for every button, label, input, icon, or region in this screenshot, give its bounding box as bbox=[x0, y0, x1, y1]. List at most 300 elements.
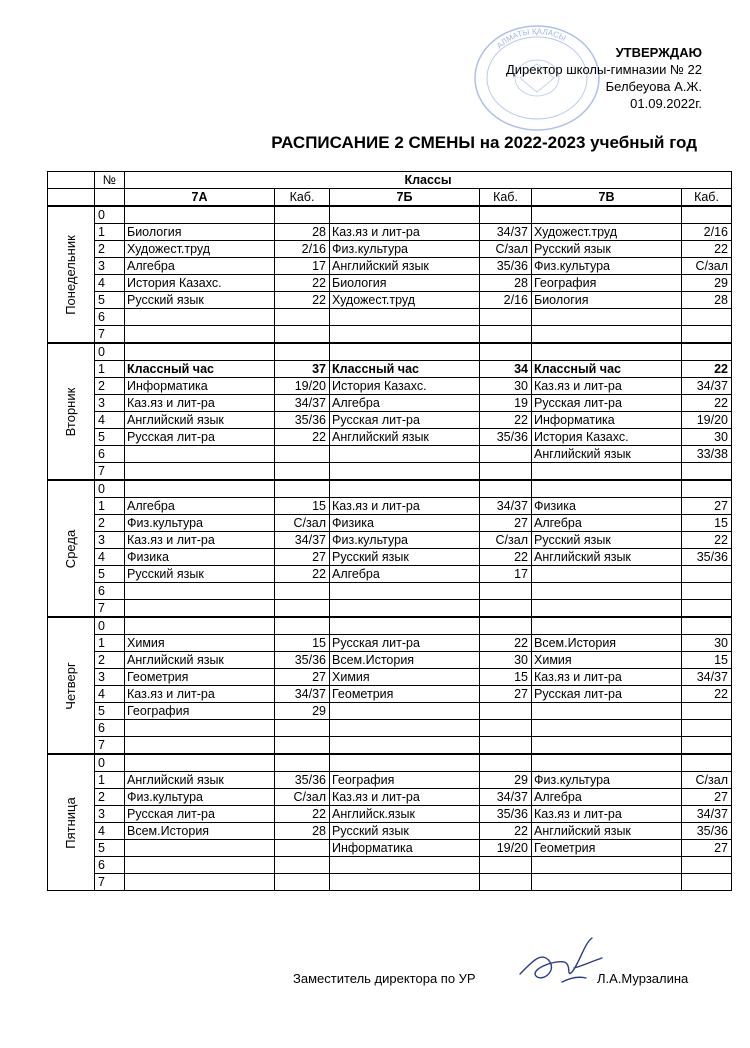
table-row bbox=[48, 823, 732, 840]
subject-7v: География bbox=[532, 275, 682, 292]
room-7a: С/зал bbox=[275, 515, 330, 532]
lesson-number: 0 bbox=[95, 343, 125, 361]
lesson-number: 5 bbox=[95, 292, 125, 309]
subject-7b: Всем.История bbox=[330, 652, 480, 669]
room-7a: 29 bbox=[275, 703, 330, 720]
footer-position: Заместитель директора по УР bbox=[293, 971, 476, 986]
lesson-number: 4 bbox=[95, 823, 125, 840]
table-row bbox=[48, 874, 732, 891]
subject-7v: Физика bbox=[532, 498, 682, 515]
room-7a: 35/36 bbox=[275, 412, 330, 429]
table-row bbox=[48, 258, 732, 275]
subject-7a: История Казахс. bbox=[125, 275, 275, 292]
room-7a: 19/20 bbox=[275, 378, 330, 395]
table-row bbox=[48, 806, 732, 823]
lesson-number: 0 bbox=[95, 754, 125, 772]
lesson-number: 7 bbox=[95, 737, 125, 755]
room-7v bbox=[682, 720, 732, 737]
subject-7b: Алгебра bbox=[330, 395, 480, 412]
lesson-number: 2 bbox=[95, 789, 125, 806]
lesson-number: 4 bbox=[95, 549, 125, 566]
room-7v: 27 bbox=[682, 789, 732, 806]
table-row bbox=[48, 326, 732, 344]
table-row bbox=[48, 549, 732, 566]
subject-7v bbox=[532, 720, 682, 737]
table-row bbox=[48, 635, 732, 652]
subject-7a bbox=[125, 206, 275, 224]
approval-name: Белбеуова А.Ж. bbox=[605, 79, 702, 94]
approval-heading: УТВЕРЖДАЮ bbox=[615, 45, 702, 60]
subject-7v: Всем.История bbox=[532, 635, 682, 652]
table-row bbox=[48, 206, 732, 224]
day-label: Четверг bbox=[63, 661, 78, 710]
room-7b bbox=[480, 309, 532, 326]
subject-7v: Каз.яз и лит-ра bbox=[532, 806, 682, 823]
room-7v: 29 bbox=[682, 275, 732, 292]
room-7v: 27 bbox=[682, 498, 732, 515]
room-7b: 22 bbox=[480, 635, 532, 652]
room-7b bbox=[480, 463, 532, 481]
room-7a: 34/37 bbox=[275, 532, 330, 549]
room-7a: 28 bbox=[275, 224, 330, 241]
subject-7v: Каз.яз и лит-ра bbox=[532, 669, 682, 686]
room-7a bbox=[275, 617, 330, 635]
table-row bbox=[48, 617, 732, 635]
subject-7b: Английский язык bbox=[330, 258, 480, 275]
table-row bbox=[48, 275, 732, 292]
room-7b bbox=[480, 857, 532, 874]
subject-7a: Химия bbox=[125, 635, 275, 652]
subject-7a: Английский язык bbox=[125, 412, 275, 429]
room-7b bbox=[480, 480, 532, 498]
table-row bbox=[48, 532, 732, 549]
lesson-number: 5 bbox=[95, 840, 125, 857]
subject-7b: Биология bbox=[330, 275, 480, 292]
room-7v bbox=[682, 703, 732, 720]
lesson-number: 2 bbox=[95, 652, 125, 669]
room-7b: 2/16 bbox=[480, 292, 532, 309]
lesson-number: 1 bbox=[95, 635, 125, 652]
room-7v: 35/36 bbox=[682, 549, 732, 566]
table-row bbox=[48, 737, 732, 755]
subject-7a: Каз.яз и лит-ра bbox=[125, 532, 275, 549]
header-class-7a: 7А bbox=[125, 189, 275, 207]
room-7a: 37 bbox=[275, 361, 330, 378]
room-7b: 17 bbox=[480, 566, 532, 583]
room-7b: 35/36 bbox=[480, 258, 532, 275]
room-7a bbox=[275, 720, 330, 737]
subject-7b bbox=[330, 720, 480, 737]
subject-7a: Русский язык bbox=[125, 566, 275, 583]
table-row bbox=[48, 241, 732, 258]
day-cell bbox=[48, 480, 95, 617]
table-row bbox=[48, 292, 732, 309]
table-row bbox=[48, 840, 732, 857]
header-number: № bbox=[95, 172, 125, 189]
subject-7b: Русская лит-ра bbox=[330, 412, 480, 429]
room-7a: 22 bbox=[275, 566, 330, 583]
subject-7a bbox=[125, 463, 275, 481]
subject-7b: Русская лит-ра bbox=[330, 635, 480, 652]
subject-7v bbox=[532, 463, 682, 481]
lesson-number: 3 bbox=[95, 806, 125, 823]
room-7v bbox=[682, 600, 732, 618]
room-7b bbox=[480, 754, 532, 772]
room-7a bbox=[275, 309, 330, 326]
approval-position: Директор школы-гимназии № 22 bbox=[505, 62, 702, 77]
room-7b: 34/37 bbox=[480, 224, 532, 241]
lesson-number: 5 bbox=[95, 566, 125, 583]
subject-7a: Биология bbox=[125, 224, 275, 241]
subject-7a bbox=[125, 309, 275, 326]
room-7v: 30 bbox=[682, 429, 732, 446]
header-room-7a: Каб. bbox=[275, 189, 330, 207]
room-7a: 34/37 bbox=[275, 686, 330, 703]
header-empty bbox=[48, 172, 95, 189]
table-row bbox=[48, 669, 732, 686]
room-7b: 29 bbox=[480, 772, 532, 789]
subject-7b: Информатика bbox=[330, 840, 480, 857]
room-7a bbox=[275, 343, 330, 361]
subject-7b bbox=[330, 480, 480, 498]
page-title: РАСПИСАНИЕ 2 СМЕНЫ на 2022-2023 учебный год bbox=[271, 133, 697, 152]
room-7v: 22 bbox=[682, 361, 732, 378]
room-7a: 22 bbox=[275, 275, 330, 292]
subject-7v: Классный час bbox=[532, 361, 682, 378]
subject-7v: История Казахс. bbox=[532, 429, 682, 446]
room-7a bbox=[275, 446, 330, 463]
subject-7b bbox=[330, 600, 480, 618]
subject-7v bbox=[532, 309, 682, 326]
subject-7v bbox=[532, 326, 682, 344]
room-7v bbox=[682, 566, 732, 583]
schedule-body bbox=[48, 206, 732, 891]
day-label: Среда bbox=[63, 529, 78, 568]
lesson-number: 3 bbox=[95, 669, 125, 686]
lesson-number: 6 bbox=[95, 446, 125, 463]
room-7b: 19/20 bbox=[480, 840, 532, 857]
table-row bbox=[48, 395, 732, 412]
room-7v: 34/37 bbox=[682, 669, 732, 686]
lesson-number: 4 bbox=[95, 412, 125, 429]
subject-7b: Русский язык bbox=[330, 823, 480, 840]
subject-7a bbox=[125, 326, 275, 344]
table-row bbox=[48, 361, 732, 378]
subject-7a: Английский язык bbox=[125, 652, 275, 669]
room-7b: 28 bbox=[480, 275, 532, 292]
room-7b: С/зал bbox=[480, 532, 532, 549]
room-7b bbox=[480, 737, 532, 755]
room-7v: 22 bbox=[682, 686, 732, 703]
subject-7a bbox=[125, 600, 275, 618]
room-7b bbox=[480, 600, 532, 618]
subject-7a bbox=[125, 343, 275, 361]
subject-7b bbox=[330, 583, 480, 600]
subject-7v: Химия bbox=[532, 652, 682, 669]
room-7b bbox=[480, 206, 532, 224]
subject-7a bbox=[125, 583, 275, 600]
room-7v bbox=[682, 617, 732, 635]
room-7v: 22 bbox=[682, 532, 732, 549]
subject-7b: Английск.язык bbox=[330, 806, 480, 823]
room-7v: 28 bbox=[682, 292, 732, 309]
subject-7v: Русская лит-ра bbox=[532, 686, 682, 703]
subject-7v: Алгебра bbox=[532, 789, 682, 806]
room-7a: 35/36 bbox=[275, 772, 330, 789]
room-7a bbox=[275, 840, 330, 857]
room-7b: 30 bbox=[480, 378, 532, 395]
subject-7a bbox=[125, 617, 275, 635]
room-7a: 2/16 bbox=[275, 241, 330, 258]
lesson-number: 2 bbox=[95, 515, 125, 532]
subject-7a bbox=[125, 874, 275, 891]
subject-7a bbox=[125, 446, 275, 463]
subject-7b: Физ.культура bbox=[330, 532, 480, 549]
room-7a bbox=[275, 754, 330, 772]
header-class-7b: 7Б bbox=[330, 189, 480, 207]
lesson-number: 0 bbox=[95, 480, 125, 498]
table-row bbox=[48, 720, 732, 737]
subject-7a: Русская лит-ра bbox=[125, 806, 275, 823]
room-7v: 2/16 bbox=[682, 224, 732, 241]
subject-7b bbox=[330, 446, 480, 463]
subject-7v bbox=[532, 737, 682, 755]
subject-7a: Информатика bbox=[125, 378, 275, 395]
table-row bbox=[48, 754, 732, 772]
room-7a: 17 bbox=[275, 258, 330, 275]
room-7v: 15 bbox=[682, 515, 732, 532]
subject-7b: Физика bbox=[330, 515, 480, 532]
room-7b bbox=[480, 874, 532, 891]
room-7b: 22 bbox=[480, 549, 532, 566]
subject-7a: Геометрия bbox=[125, 669, 275, 686]
subject-7v bbox=[532, 754, 682, 772]
day-label: Понедельник bbox=[63, 234, 78, 315]
subject-7a: Алгебра bbox=[125, 498, 275, 515]
room-7a bbox=[275, 326, 330, 344]
lesson-number: 6 bbox=[95, 857, 125, 874]
lesson-number: 6 bbox=[95, 583, 125, 600]
room-7v: 22 bbox=[682, 241, 732, 258]
header-row-classes bbox=[48, 172, 732, 189]
room-7b: 34 bbox=[480, 361, 532, 378]
subject-7b: Каз.яз и лит-ра bbox=[330, 789, 480, 806]
subject-7b: Классный час bbox=[330, 361, 480, 378]
header-classes: Классы bbox=[125, 172, 732, 189]
subject-7v bbox=[532, 617, 682, 635]
subject-7b: Русский язык bbox=[330, 549, 480, 566]
room-7b bbox=[480, 583, 532, 600]
subject-7a: Всем.История bbox=[125, 823, 275, 840]
subject-7v bbox=[532, 206, 682, 224]
signature bbox=[512, 932, 607, 994]
subject-7v: Геометрия bbox=[532, 840, 682, 857]
subject-7v bbox=[532, 480, 682, 498]
subject-7a: Алгебра bbox=[125, 258, 275, 275]
subject-7b: История Казахс. bbox=[330, 378, 480, 395]
table-row bbox=[48, 429, 732, 446]
subject-7a bbox=[125, 480, 275, 498]
table-row bbox=[48, 566, 732, 583]
subject-7b: Химия bbox=[330, 669, 480, 686]
subject-7v: Информатика bbox=[532, 412, 682, 429]
room-7b: 30 bbox=[480, 652, 532, 669]
lesson-number: 6 bbox=[95, 309, 125, 326]
room-7v: С/зал bbox=[682, 258, 732, 275]
lesson-number: 0 bbox=[95, 617, 125, 635]
subject-7b bbox=[330, 737, 480, 755]
subject-7b: Каз.яз и лит-ра bbox=[330, 498, 480, 515]
header-empty bbox=[95, 189, 125, 207]
room-7v bbox=[682, 737, 732, 755]
header-empty bbox=[48, 189, 95, 207]
subject-7v: Русская лит-ра bbox=[532, 395, 682, 412]
room-7a: 22 bbox=[275, 429, 330, 446]
table-row bbox=[48, 309, 732, 326]
subject-7b bbox=[330, 754, 480, 772]
table-row bbox=[48, 480, 732, 498]
lesson-number: 7 bbox=[95, 326, 125, 344]
lesson-number: 1 bbox=[95, 224, 125, 241]
room-7a bbox=[275, 480, 330, 498]
subject-7a: Художест.труд bbox=[125, 241, 275, 258]
lesson-number: 5 bbox=[95, 703, 125, 720]
subject-7v: Алгебра bbox=[532, 515, 682, 532]
room-7b: 15 bbox=[480, 669, 532, 686]
subject-7v: Каз.яз и лит-ра bbox=[532, 378, 682, 395]
room-7b: 19 bbox=[480, 395, 532, 412]
room-7v bbox=[682, 857, 732, 874]
subject-7b bbox=[330, 343, 480, 361]
subject-7a: Русский язык bbox=[125, 292, 275, 309]
table-row bbox=[48, 412, 732, 429]
subject-7a bbox=[125, 857, 275, 874]
table-row bbox=[48, 703, 732, 720]
room-7b: С/зал bbox=[480, 241, 532, 258]
subject-7b: География bbox=[330, 772, 480, 789]
subject-7a: Английский язык bbox=[125, 772, 275, 789]
table-row bbox=[48, 600, 732, 618]
subject-7b: Геометрия bbox=[330, 686, 480, 703]
subject-7v: Русский язык bbox=[532, 241, 682, 258]
subject-7b bbox=[330, 874, 480, 891]
subject-7a: География bbox=[125, 703, 275, 720]
lesson-number: 4 bbox=[95, 686, 125, 703]
subject-7a: Физика bbox=[125, 549, 275, 566]
room-7a bbox=[275, 874, 330, 891]
room-7a: 22 bbox=[275, 292, 330, 309]
table-row bbox=[48, 343, 732, 361]
table-row bbox=[48, 378, 732, 395]
subject-7a bbox=[125, 754, 275, 772]
approval-date: 01.09.2022г. bbox=[630, 96, 702, 111]
day-cell bbox=[48, 206, 95, 343]
room-7v: 30 bbox=[682, 635, 732, 652]
schedule-table bbox=[47, 171, 732, 891]
subject-7b bbox=[330, 463, 480, 481]
table-row bbox=[48, 224, 732, 241]
lesson-number: 0 bbox=[95, 206, 125, 224]
room-7a: 27 bbox=[275, 549, 330, 566]
room-7v bbox=[682, 583, 732, 600]
room-7a bbox=[275, 737, 330, 755]
room-7b bbox=[480, 446, 532, 463]
room-7a: 15 bbox=[275, 498, 330, 515]
subject-7v bbox=[532, 583, 682, 600]
room-7b bbox=[480, 617, 532, 635]
subject-7b: Каз.яз и лит-ра bbox=[330, 224, 480, 241]
table-row bbox=[48, 857, 732, 874]
lesson-number: 7 bbox=[95, 463, 125, 481]
room-7a: С/зал bbox=[275, 789, 330, 806]
room-7b: 34/37 bbox=[480, 789, 532, 806]
subject-7v bbox=[532, 703, 682, 720]
room-7v: 27 bbox=[682, 840, 732, 857]
room-7b: 34/37 bbox=[480, 498, 532, 515]
day-cell bbox=[48, 754, 95, 891]
subject-7v: Художест.труд bbox=[532, 224, 682, 241]
subject-7v bbox=[532, 600, 682, 618]
room-7v: 34/37 bbox=[682, 378, 732, 395]
header-room-7v: Каб. bbox=[682, 189, 732, 207]
subject-7a: Физ.культура bbox=[125, 789, 275, 806]
room-7v: 22 bbox=[682, 395, 732, 412]
table-row bbox=[48, 498, 732, 515]
room-7b: 35/36 bbox=[480, 806, 532, 823]
subject-7v bbox=[532, 857, 682, 874]
subject-7b bbox=[330, 617, 480, 635]
header-room-7b: Каб. bbox=[480, 189, 532, 207]
lesson-number: 2 bbox=[95, 378, 125, 395]
subject-7a: Каз.яз и лит-ра bbox=[125, 686, 275, 703]
room-7a: 15 bbox=[275, 635, 330, 652]
room-7a: 28 bbox=[275, 823, 330, 840]
day-cell bbox=[48, 617, 95, 754]
lesson-number: 2 bbox=[95, 241, 125, 258]
room-7v bbox=[682, 343, 732, 361]
table-row bbox=[48, 583, 732, 600]
room-7v: 19/20 bbox=[682, 412, 732, 429]
table-row bbox=[48, 789, 732, 806]
room-7v: 35/36 bbox=[682, 823, 732, 840]
subject-7a bbox=[125, 840, 275, 857]
room-7b: 35/36 bbox=[480, 429, 532, 446]
subject-7v: Биология bbox=[532, 292, 682, 309]
subject-7b: Физ.культура bbox=[330, 241, 480, 258]
room-7v bbox=[682, 309, 732, 326]
room-7a: 34/37 bbox=[275, 395, 330, 412]
room-7v bbox=[682, 206, 732, 224]
subject-7v: Физ.культура bbox=[532, 258, 682, 275]
subject-7a bbox=[125, 720, 275, 737]
room-7b: 22 bbox=[480, 823, 532, 840]
room-7v bbox=[682, 480, 732, 498]
subject-7a: Классный час bbox=[125, 361, 275, 378]
lesson-number: 3 bbox=[95, 395, 125, 412]
approval-block bbox=[506, 44, 702, 112]
lesson-number: 3 bbox=[95, 258, 125, 275]
subject-7v: Русский язык bbox=[532, 532, 682, 549]
room-7b bbox=[480, 343, 532, 361]
subject-7a: Каз.яз и лит-ра bbox=[125, 395, 275, 412]
lesson-number: 7 bbox=[95, 600, 125, 618]
lesson-number: 1 bbox=[95, 772, 125, 789]
lesson-number: 4 bbox=[95, 275, 125, 292]
subject-7b bbox=[330, 326, 480, 344]
room-7b bbox=[480, 703, 532, 720]
table-row bbox=[48, 463, 732, 481]
subject-7a: Физ.культура bbox=[125, 515, 275, 532]
